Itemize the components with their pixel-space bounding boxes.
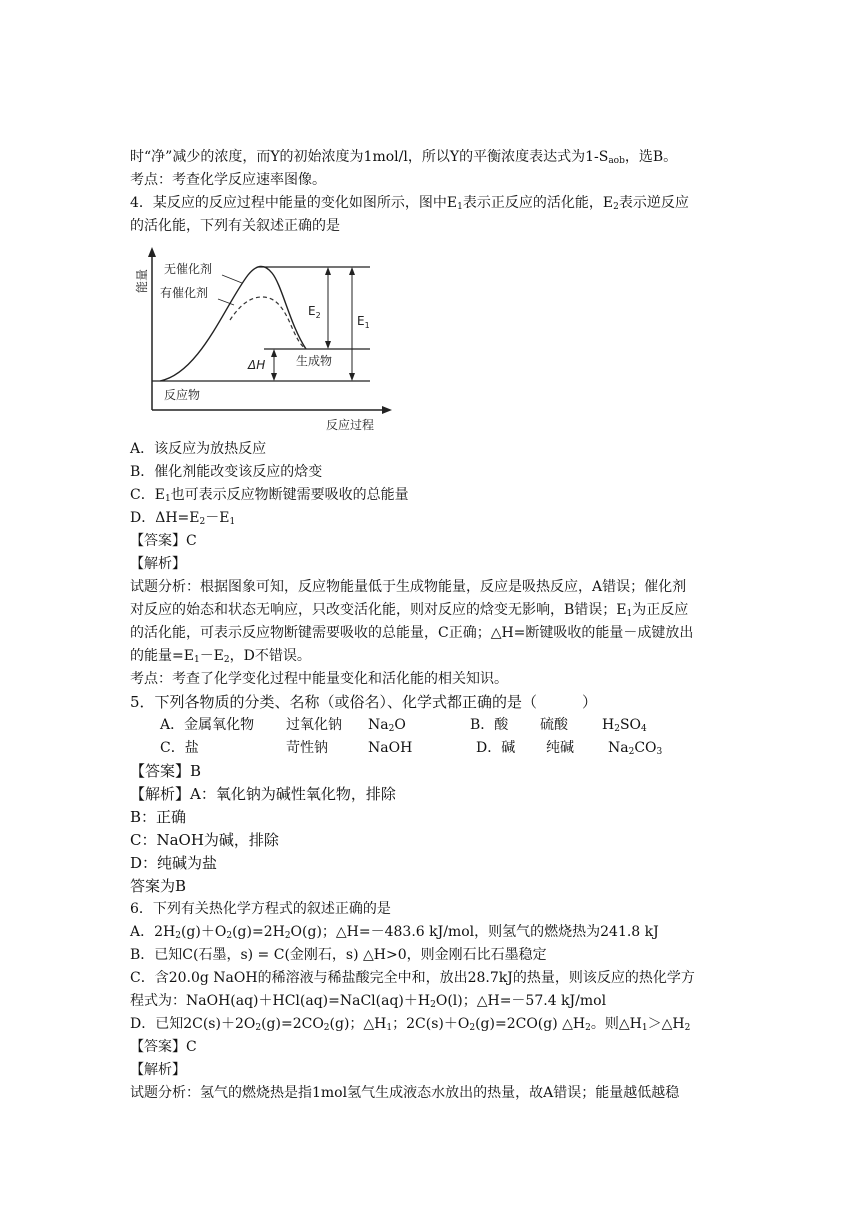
document-page: 时“净”减少的浓度，而Y的初始浓度为1mol/l，所以Y的平衡浓度表达式为$1-S_{aob}$，选B。 考点：考查化学反应速率图像。 4．某反应的反应过程中能量的变化如图所示，图中$E_1$表示正反应的活化能，$E_2$表示逆反应 的活化能，下列有关叙述正确的是 能量 反应过程 无催化剂 有催化剂 $E_2$ $E_1$ ΔH 生成物 反应物 A．该反应为放热反应 B．催化剂能改变该反应的焓变 C．$E_1$也可表示反应物断键需要吸收的总能量 D．$\Delta H=E_2-E_1$ 【答案】C 【解析】 试题分析：根据图象可知，反应物能量低于生成物能量，反应是吸热反应，A错误；催化剂 对反应的始态和状态无响应，只改变活化能，则对反应的焓变无影响，B错误；$E_1$为正反应 的活化能，可表示反应物断键需要吸收的总能量，C正确；△H=断键吸收的能量－成键放出 的能量$=E_1-E_2$，D不错误。 考点：考查了化学变化过程中能量变化和活化能的相关知识。 5．下列各物质的分类、名称（或俗名）、化学式都正确的是（ ） A．金属氧化物 过氧化钠 $Na_2O$ B．酸 硫酸 $H_2SO_4$ C．盐 苛性钠 NaOH D．碱 纯碱 $Na_2CO_3$ 【答案】B 【解析】A：氧化钠为碱性氧化物，排除 B：正确 C：NaOH为碱，排除 D：纯碱为盐 答案为B 6．下列有关热化学方程式的叙述正确的是 A．$2H_2(g)+O_2(g)=2H_2O(g)$；△H=－483.6 kJ/mol，则氢气的燃烧热为241.8 kJ B．已知C(石墨，s) = C(金刚石，s) △H>0，则金刚石比石墨稳定 C．含20.0g NaOH的稀溶液与稀盐酸完全中和，放出28.7kJ的热量，则该反应的热化学方 程式为：$NaOH(aq)+HCl(aq)=NaCl(aq)+H_2O(l)$；△H=－57.4 kJ/mol D．已知$2C(s)+2O_2(g)=2CO_2(g)$；$\triangle H_1$；$2C(s)+O_2(g)=2CO(g)$ $\triangle H_2$。则$\triangle H_1>\triangle H_2$ 【答案】C 【解析】 试题分析：氢气的燃烧热是指1mol氢气生成液态水放出的热量，故A错误；能量越低越稳: [130, 149, 695, 1101]
x-axis-label: 反应过程: [325, 418, 375, 432]
q4-analysis-line3: 的活化能，可表示反应物断键需要吸收的总能量，C正确；△H=断键吸收的能量－成键放出: [130, 625, 694, 641]
q4-option-a: A．该反应为放热反应: [130, 441, 267, 457]
product-label: 生成物: [296, 354, 333, 368]
q6-analysis-label: 【解析】: [130, 1062, 186, 1078]
q4-option-b: B．催化剂能改变该反应的焓变: [130, 464, 323, 480]
q6-stem: 6．下列有关热化学方程式的叙述正确的是: [130, 901, 391, 917]
with-catalyst-curve: [230, 297, 306, 349]
with-catalyst-label: 有催化剂: [160, 286, 209, 300]
energy-diagram: [130, 245, 395, 435]
q5-analysis: 【解析】A：氧化钠为碱性氧化物，排除: [130, 785, 396, 803]
q4-kaodian: 考点：考查了化学变化过程中能量变化和活化能的相关知识。: [130, 671, 508, 687]
q6-answer: 【答案】C: [130, 1039, 197, 1055]
q6-option-c-line2: 程式为：$NaOH(aq)+HCl(aq)=NaCl(aq)+H_2O(l)$；△H=－57.4 kJ/mol: [130, 993, 607, 1010]
no-catalyst-pointer: [222, 275, 242, 283]
dh-label: ΔH: [248, 358, 266, 372]
q4-analysis-label: 【解析】: [130, 556, 186, 572]
q6-option-c-line1: C．含20.0g NaOH的稀溶液与稀盐酸完全中和，放出28.7kJ的热量，则该反应的热化学方: [130, 970, 695, 986]
q4-option-c: C．$E_1$也可表示反应物断键需要吸收的总能量: [130, 487, 409, 504]
q6-analysis-line1: 试题分析：氢气的燃烧热是指1mol氢气生成液态水放出的热量，故A错误；能量越低越稳: [130, 1085, 680, 1101]
q5-note-d: D：纯碱为盐: [130, 854, 218, 872]
q3-conclusion-line: 时“净”减少的浓度，而Y的初始浓度为1mol/l，所以Y的平衡浓度表达式为$1-S_{aob}$，选B。: [130, 149, 678, 166]
x-axis-arrow: [382, 406, 392, 414]
q4-analysis-line1: 试题分析：根据图象可知，反应物能量低于生成物能量，反应是吸热反应，A错误；催化剂: [130, 579, 687, 595]
q4-analysis-line4: 的能量$=E_1-E_2$，D不错误。: [130, 648, 311, 665]
q4-answer: 【答案】C: [130, 533, 197, 549]
q6-option-d: D．已知$2C(s)+2O_2(g)=2CO_2(g)$；$\triangle H_1$；$2C(s)+O_2(g)=2CO(g)$ $\triangle H_2$。则$\triangle H_1>\triangle H_2$: [130, 1016, 691, 1033]
y-axis-arrow: [148, 247, 156, 257]
q5-note-b: B：正确: [130, 808, 187, 826]
e2-label: $E_2$: [308, 304, 321, 320]
q4-option-d: D．$\Delta H=E_2-E_1$: [130, 510, 236, 527]
q5-stem: 5．下列各物质的分类、名称（或俗名）、化学式都正确的是（ ）: [130, 693, 598, 711]
e1-label: $E_1$: [357, 314, 370, 330]
q5-note-c: C：NaOH为碱，排除: [130, 831, 279, 849]
q3-kaodian: 考点：考查化学反应速率图像。: [130, 172, 326, 188]
q5-answer: 【答案】B: [130, 762, 202, 780]
q4-stem-line2: 的活化能，下列有关叙述正确的是: [130, 218, 340, 234]
reactant-label: 反应物: [164, 388, 201, 402]
q4-analysis-line2: 对反应的始态和状态无响应，只改变活化能，则对反应的焓变无影响，B错误；$E_1$为正反应: [130, 602, 689, 619]
q5-final-answer: 答案为B: [130, 877, 187, 895]
q4-stem-line1: 4．某反应的反应过程中能量的变化如图所示，图中$E_1$表示正反应的活化能，$E_2$表示逆反应: [130, 195, 689, 212]
y-axis-label: 能量: [135, 268, 149, 294]
no-catalyst-label: 无催化剂: [164, 262, 213, 276]
q6-option-b: B．已知C(石墨，s) = C(金刚石，s) △H>0，则金刚石比石墨稳定: [130, 947, 547, 963]
q6-option-a: A．$2H_2(g)+O_2(g)=2H_2O(g)$；△H=－483.6 kJ/mol，则氢气的燃烧热为241.8 kJ: [130, 924, 659, 941]
no-catalyst-curve: [160, 266, 306, 381]
